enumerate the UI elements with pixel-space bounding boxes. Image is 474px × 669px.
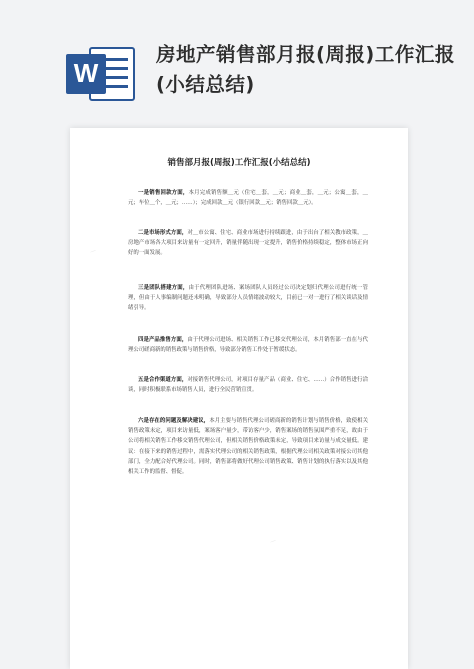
document-header <box>0 0 474 120</box>
paragraph-team <box>128 283 368 314</box>
paragraph-sales-payment <box>128 188 368 208</box>
paragraph-lead: 五是合作渠道方面， <box>138 377 188 383</box>
word-icon-letter: W <box>73 58 99 88</box>
paragraph-lead: 六是存在的问题及解决建议， <box>138 418 210 424</box>
paper-title: 销售部月报(周报)工作汇报(小结总结) <box>167 158 311 168</box>
paragraph-text: 对接销售代理公司，对项目存量产品（商业、住宅、……）合作销售进行洽谈，同时积极联系市场销售人员，进行全民营销宣贯。 <box>128 377 368 394</box>
watermark: — <box>268 537 278 546</box>
page-title: 房地产销售部月报(周报)工作汇报(小结总结) <box>156 43 455 96</box>
document-page <box>70 128 408 669</box>
paragraph-lead: 一是销售回款方面， <box>138 190 189 196</box>
paragraph-channels <box>128 375 368 395</box>
paragraph-text: 本月完成销售额＿元（住宅＿套，＿元；商业＿套，＿元；公寓＿套，＿元；车位＿个，＿元；……）；完成回款＿元（银行回款＿元；销售回款＿元）。 <box>128 190 368 207</box>
paragraph-issues <box>128 416 368 477</box>
paragraph-market <box>128 228 368 259</box>
paragraph-text: 对＿市公寓、住宅、商业市场进行持续跟进，由于出台了相关教市政策，＿房地产市场各大项目来访量有一定回升，销量伴随出现一定提升，销售价格持续稳定，整体市场正向好的一面发展。 <box>128 230 368 257</box>
watermark: — <box>88 247 98 256</box>
paragraph-lead: 二是市场形式方面， <box>138 230 188 236</box>
paragraph-text: 由于代理公司进场、相关销售工作已移交代理公司，本月销售部一直在与代理公司磋商新的销售政策与销售价格，导致部分销售工作处于暂缓状态。 <box>128 337 368 354</box>
paragraph-text: 本月主要与销售代理公司磋商新的销售计划与销售价格，致使相关销售政策未定，项目来访量低，案场客户量少，带访客户少，销售案场的销售氛围严重不足，故由于公司将相关销售工作移交销售代理公司，但相关销售价格政策未定，导致项目来访量与成交量低。建议：在接下来的销售过程中，需落实代理公司的相关销售政策，根据代理公司相关政策对接公司其他部门，全力配合好代理公司。同时，销售部将做好代理公司销售政策、销售计划的执行落实以及其他相关工作的监督、督促。 <box>128 418 368 476</box>
paragraph-lead: 四是产品推售方面， <box>138 337 188 343</box>
word-doc-icon <box>64 44 140 104</box>
paragraph-product <box>128 335 368 355</box>
paragraph-text: 由于代理团队进场、案场团队人员经过公司决定划归代理公司进行统一管理，但由于人事编制问题还未明确，导致部分人员情绪波动较大，目前已一对一进行了相关谈话及情绪引导。 <box>128 285 368 312</box>
paragraph-lead: 三是团队搭建方面， <box>138 285 189 291</box>
